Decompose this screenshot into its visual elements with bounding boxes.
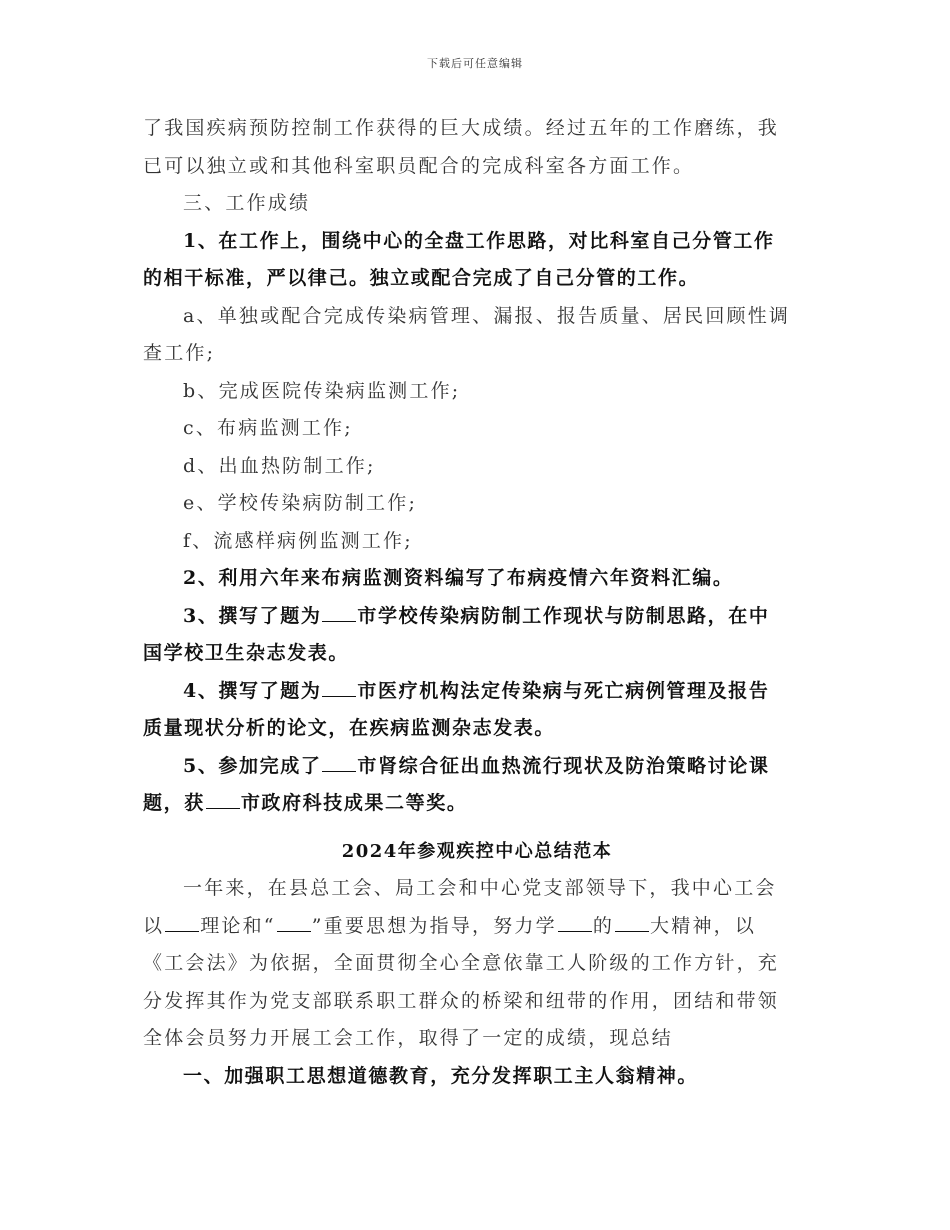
text-segment: ”重要思想为指导，努力学 — [311, 914, 557, 937]
paragraph-line — [143, 785, 811, 823]
text-segment: 市政府科技成果二等奖。 — [240, 792, 468, 814]
text-segment: 的 — [592, 914, 615, 937]
list-item: d、出血热防制工作; — [183, 454, 376, 477]
text-segment: 理论和“ — [200, 914, 276, 937]
paragraph-line: 质量现状分析的论文，在疾病监测杂志发表。 — [143, 717, 556, 739]
section-heading: 三、工作成绩 — [183, 192, 311, 214]
paragraph-line: 的相干标准，严以律己。独立或配合完成了自己分管的工作。 — [143, 267, 700, 289]
blank-underline — [615, 915, 649, 932]
blank-underline — [322, 680, 356, 697]
blank-underline — [558, 915, 592, 932]
list-item: f、流感样病例监测工作; — [183, 529, 413, 552]
paragraph-line — [143, 673, 811, 711]
text-segment: 大精神，以 — [650, 914, 757, 937]
blank-underline — [277, 915, 311, 932]
list-item: c、布病监测工作; — [183, 417, 353, 439]
paragraph-line — [143, 908, 811, 946]
paragraph-line: 1、在工作上，围绕中心的全盘工作思路，对比科室自己分管工作 — [183, 229, 775, 252]
text-segment: 市肾综合征出血热流行现状及防治策略讨论课 — [357, 754, 770, 777]
section-heading: 一、加强职工思想道德教育，充分发挥职工主人翁精神。 — [183, 1064, 699, 1087]
paragraph-line: 了我国疾病预防控制工作获得的巨大成绩。经过五年的工作磨练，我 — [143, 117, 780, 139]
paragraph-line: 一年来，在县总工会、局工会和中心党支部领导下，我中心工会 — [183, 877, 777, 899]
document-body — [143, 110, 811, 1095]
list-item: e、学校传染病防制工作; — [183, 492, 418, 514]
paragraph-line: 2、利用六年来布病监测资料编写了布病疫情六年资料汇编。 — [183, 567, 734, 589]
blank-underline — [206, 792, 240, 809]
document-title: 2024年参观疾控中心总结范本 — [341, 840, 613, 862]
text-segment: 4、撰写了题为 — [183, 679, 322, 702]
paragraph-line: 分发挥其作为党支部联系职工群众的桥梁和纽带的作用，团结和带领 — [143, 989, 780, 1012]
page-header: 下载后可任意编辑 — [427, 57, 523, 70]
paragraph-line: 《工会法》为依据，全面贯彻全心全意依靠工人阶级的工作方针，充 — [143, 952, 780, 974]
blank-underline — [165, 915, 199, 932]
text-segment: 3、撰写了题为 — [183, 604, 322, 627]
list-item-continuation: 查工作; — [143, 342, 216, 364]
list-item: a、单独或配合完成传染病管理、漏报、报告质量、居民回顾性调 — [183, 304, 791, 327]
list-item: b、完成医院传染病监测工作; — [183, 379, 461, 402]
paragraph-line: 全体会员努力开展工会工作，取得了一定的成绩，现总结 — [143, 1027, 674, 1049]
paragraph-line — [143, 598, 811, 636]
paragraph-line — [143, 748, 811, 786]
text-segment: 市学校传染病防制工作现状与防制思路，在中 — [357, 604, 770, 627]
blank-underline — [322, 605, 356, 622]
text-segment: 5、参加完成了 — [183, 754, 322, 777]
text-segment: 市医疗机构法定传染病与死亡病例管理及报告 — [357, 679, 770, 702]
blank-underline — [322, 755, 356, 772]
paragraph-line: 已可以独立或和其他科室职员配合的完成科室各方面工作。 — [143, 154, 695, 177]
text-segment: 以 — [143, 914, 165, 937]
text-segment: 题，获 — [143, 792, 205, 814]
paragraph-line: 国学校卫生杂志发表。 — [143, 642, 350, 664]
